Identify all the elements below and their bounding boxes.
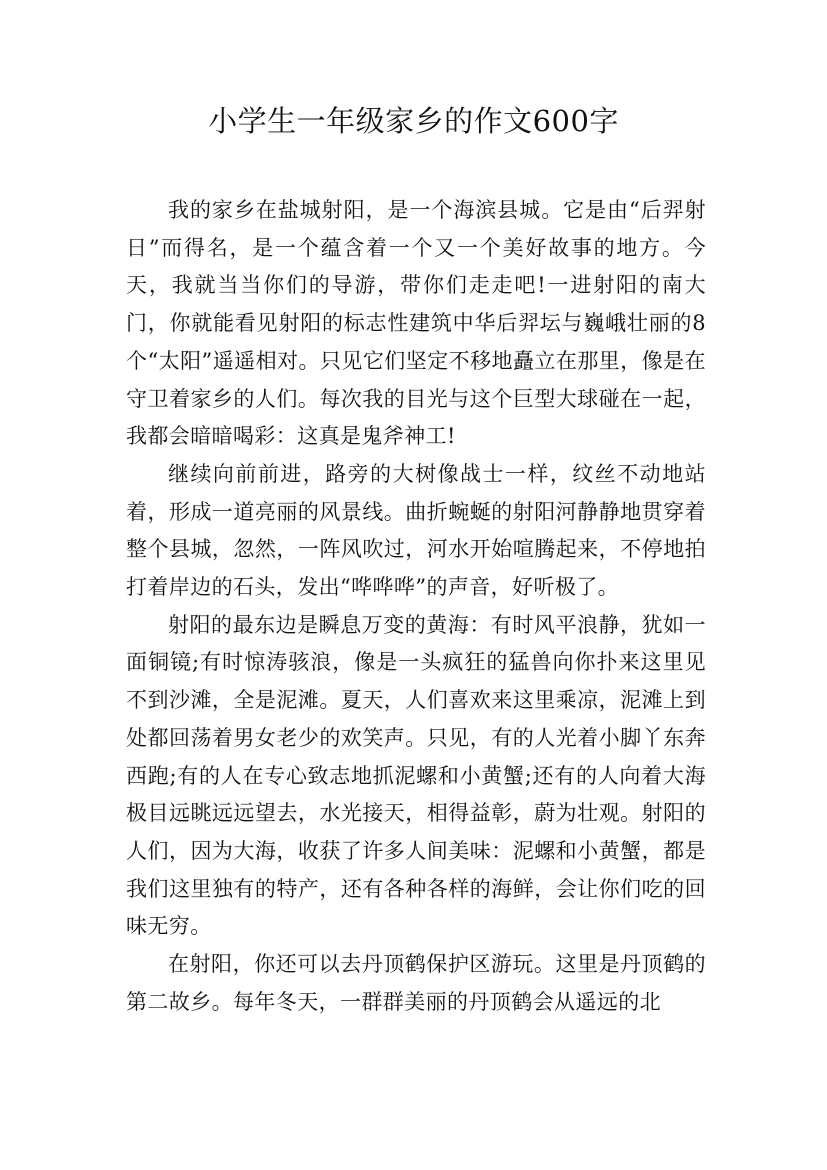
paragraph-3: 射阳的最东边是瞬息万变的黄海：有时风平浪静，犹如一面铜镜;有时惊涛骇浪，像是一头疯狂的猛兽向你扑来这里见不到沙滩，全是泥滩。夏天，人们喜欢来这里乘凉，泥滩上到处都回荡着男女老少的欢笑声。只见，有的人光着小脚丫东奔西跑;有的人在专心致志地抓泥螺和小黄蟹;还有的人向着大海极目远眺远远望去，水光接天，相得益彰，蔚为壮观。射阳的人们，因为大海，收获了许多人间美味：泥螺和小黄蟹，都是我们这里独有的特产，还有各种各样的海鲜，会让你们吃的回味无穷。 [126,612,706,939]
document-title: 小学生一年级家乡的作文600字 [208,104,619,138]
paragraph-1: 我的家乡在盐城射阳，是一个海滨县城。它是由“后羿射日”而得名，是一个蕴含着一个又一个美好故事的地方。今天，我就当当你们的导游，带你们走走吧!一进射阳的南大门，你就能看见射阳的标志性建筑中华后羿坛与巍峨壮丽的8个“太阳”遥遥相对。只见它们坚定不移地矗立在那里，像是在守卫着家乡的人们。每次我的目光与这个巨型大球碰在一起，我都会暗暗喝彩：这真是鬼斧神工! [126,198,706,449]
paragraph-2: 继续向前前进，路旁的大树像战士一样，纹丝不动地站着，形成一道亮丽的风景线。曲折蜿蜒的射阳河静静地贯穿着整个县城，忽然，一阵风吹过，河水开始喧腾起来，不停地拍打着岸边的石头，发出“哗哗哗”的声音，好听极了。 [126,461,706,600]
paragraph-4: 在射阳，你还可以去丹顶鹤保护区游玩。这里是丹顶鹤的第二故乡。每年冬天，一群群美丽的丹顶鹤会从遥远的北 [126,952,706,1014]
document-body [126,192,706,1021]
